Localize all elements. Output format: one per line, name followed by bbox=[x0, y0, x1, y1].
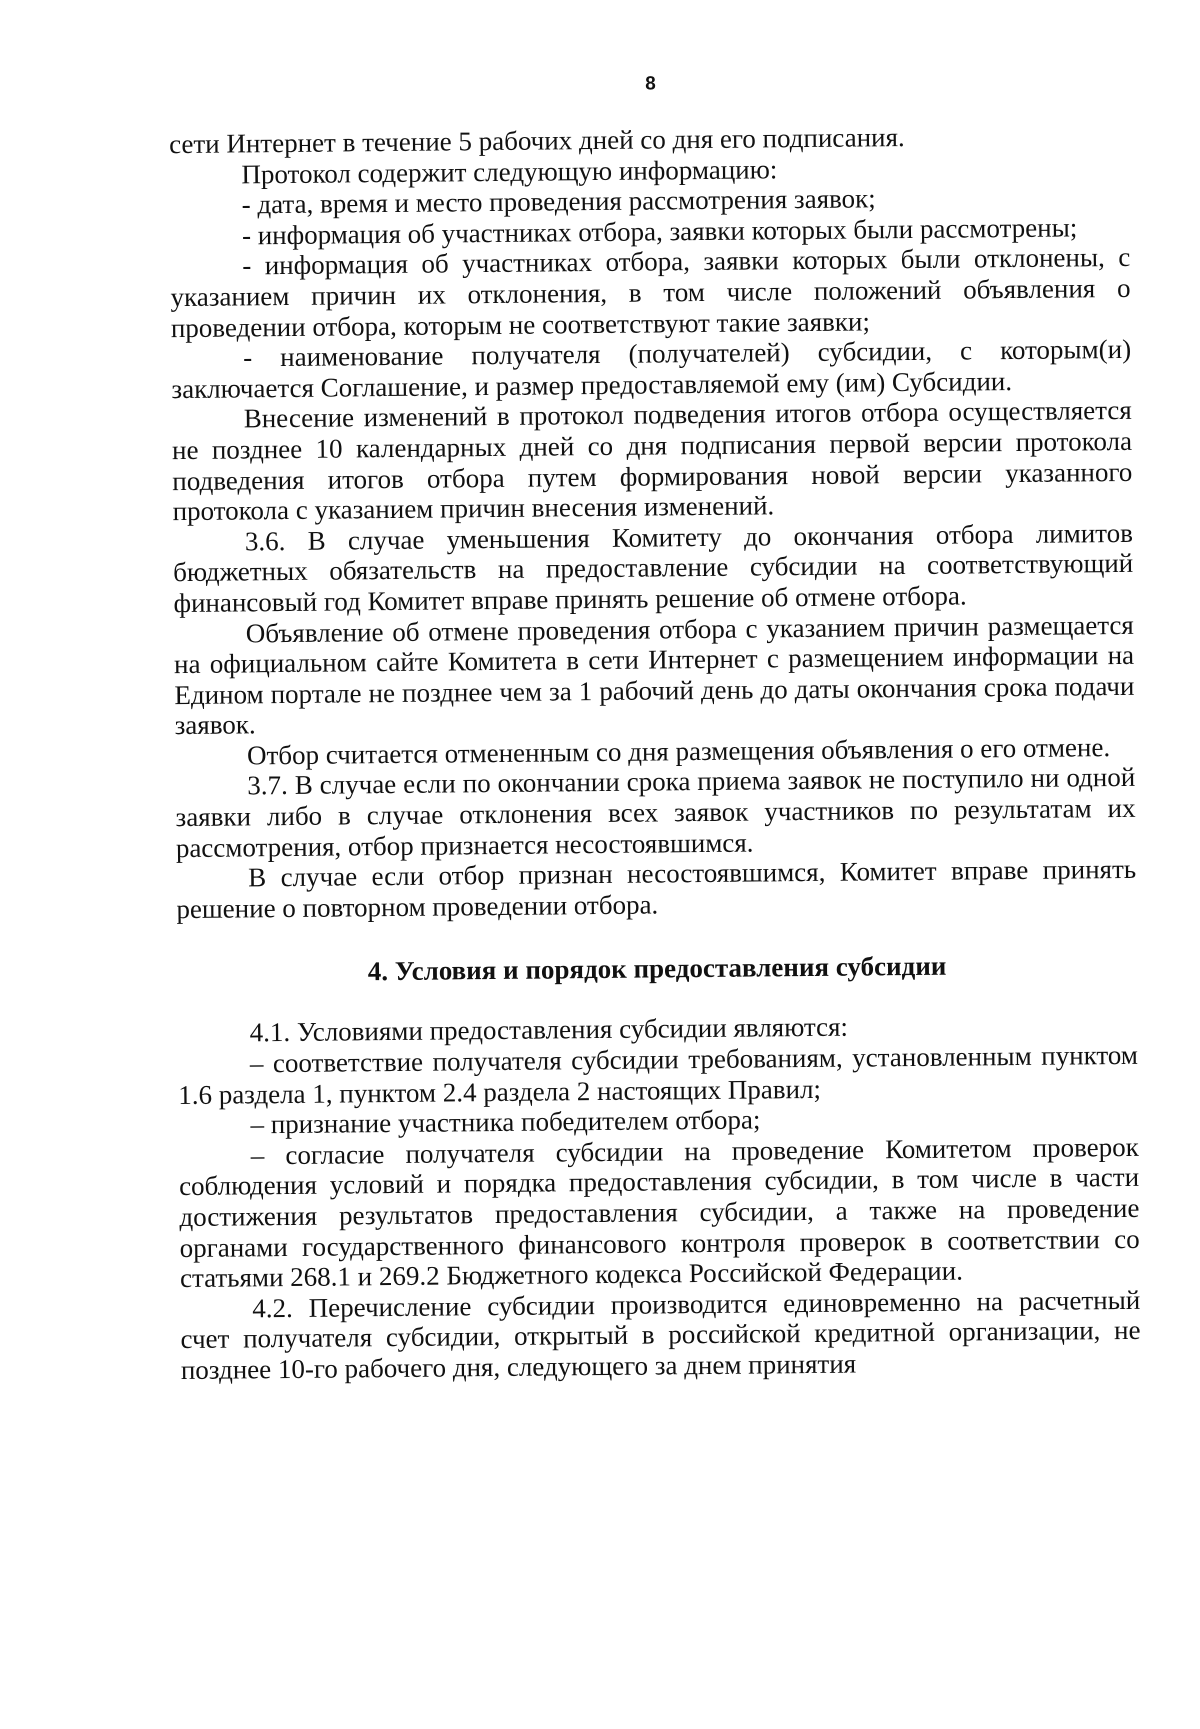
paragraph: Внесение изменений в протокол подведения итогов отбора осуществляется не позднее 10 календарных дней со дня подписания первой версии протокола подведения итогов отбора путем формирования новой версии указанного протокола с указанием причин внесения изменений. bbox=[171, 395, 1133, 527]
list-item: – соответствие получателя субсидии требованиям, установленным пунктом 1.6 раздела 1, пунктом 2.4 раздела 2 настоящих Правил; bbox=[178, 1039, 1139, 1110]
clause-4-1: 4.1. Условиями предоставления субсидии являются: bbox=[249, 1012, 849, 1048]
list-item: - дата, время и место проведения рассмотрения заявок; bbox=[241, 183, 876, 220]
section-heading: 4. Условия и порядок предоставления субсидии bbox=[367, 951, 947, 987]
paragraph: Протокол содержит следующую информацию: bbox=[241, 153, 778, 190]
clause-3-6: 3.6. В случае уменьшения Комитету до окончания отбора лимитов бюджетных обязательств на предоставление субсидии на соответствующий финансовый год Комитет вправе принять решение об отмене отбора. bbox=[173, 517, 1134, 618]
paragraph: Отбор считается отмененным со дня размещения объявления о его отмене. bbox=[246, 731, 1111, 771]
clause-3-7: 3.7. В случае если по окончании срока приема заявок не поступило ни одной заявки либо в случае отклонения всех заявок участников по результатам их рассмотрения, отбор признается несостоявшимся. bbox=[175, 762, 1136, 863]
list-item: – согласие получателя субсидии на проведение Комитетом проверок соблюдения условий и порядка предоставления субсидии, в том числе в части достижения результатов предоставления субсидии, а также на проведение органами государственного финансового контроля проверок в соответствии со статьями 268.1 и 269.2 Бюджетного кодекса Российской Федерации. bbox=[178, 1131, 1140, 1294]
paragraph: Объявление об отмене проведения отбора с указанием причин размещается на официальном сайте Комитета в сети Интернет с размещением информации на Едином портале не позднее чем за 1 рабочий день до даты окончания срока подачи заявок. bbox=[173, 609, 1135, 741]
document-body bbox=[169, 120, 1141, 1386]
list-item: - наименование получателя (получателей) субсидии, с которым(и) заключается Соглашение, и размер предоставляемой ему (им) Субсидии. bbox=[171, 334, 1132, 404]
clause-4-2: 4.2. Перечисление субсидии производится единовременно на расчетный счет получателя субсидии, открытый в российской кредитной организации, не позднее 10-го рабочего дня, следующего за днем принятия bbox=[180, 1284, 1141, 1386]
page-number: 8 bbox=[645, 73, 656, 95]
list-item: - информация об участниках отбора, заявки которых были рассмотрены; bbox=[241, 212, 1078, 251]
list-item: – признание участника победителем отбора; bbox=[250, 1104, 761, 1140]
paragraph: сети Интернет в течение 5 рабочих дней со дня его подписания. bbox=[168, 122, 905, 160]
paragraph: В случае если отбор признан несостоявшимся, Комитет вправе принять решение о повторном проведении отбора. bbox=[176, 854, 1137, 924]
list-item: - информация об участниках отбора, заявки которых были отклонены, с указанием причин их отклонения, в том числе положений объявления о проведении отбора, которым не соответствуют такие заявки; bbox=[170, 242, 1131, 343]
